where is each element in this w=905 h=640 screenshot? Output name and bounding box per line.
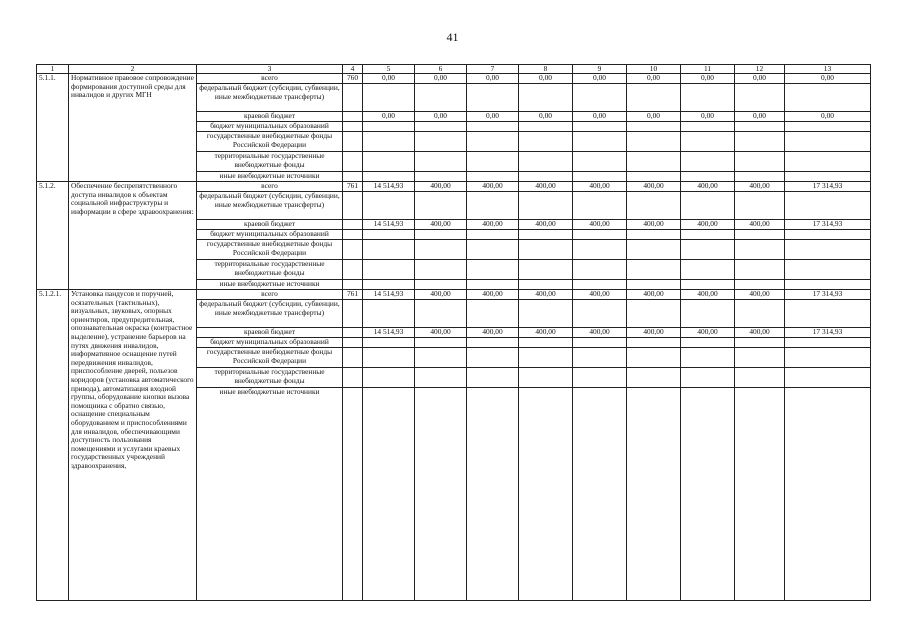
- value-cell: [681, 240, 735, 260]
- value-cell: [363, 260, 415, 280]
- value-cell: 14 514,93: [363, 182, 415, 192]
- value-cell: 400,00: [681, 290, 735, 300]
- value-cell: [681, 122, 735, 132]
- value-cell: 400,00: [415, 182, 467, 192]
- value-cell: [785, 348, 871, 368]
- value-cell: [735, 240, 785, 260]
- value-cell: [573, 348, 627, 368]
- budget-code: 760: [343, 74, 363, 84]
- value-cell: [681, 230, 735, 240]
- column-header: 12: [735, 65, 785, 74]
- value-cell: 0,00: [785, 74, 871, 84]
- value-cell: [785, 300, 871, 328]
- value-cell: [573, 132, 627, 152]
- value-cell: [415, 260, 467, 280]
- value-cell: 400,00: [519, 220, 573, 230]
- value-cell: [363, 230, 415, 240]
- value-cell: 0,00: [681, 112, 735, 122]
- value-cell: [467, 132, 519, 152]
- funding-source: краевой бюджет: [197, 328, 343, 338]
- value-cell: [735, 368, 785, 388]
- value-cell: 400,00: [573, 328, 627, 338]
- value-cell: [363, 348, 415, 368]
- value-cell: 400,00: [681, 182, 735, 192]
- value-cell: [467, 280, 519, 290]
- value-cell: [627, 368, 681, 388]
- value-cell: [785, 240, 871, 260]
- column-header: 13: [785, 65, 871, 74]
- value-cell: [573, 122, 627, 132]
- budget-code: [343, 122, 363, 132]
- value-cell: [627, 152, 681, 172]
- value-cell: 400,00: [519, 290, 573, 300]
- value-cell: [467, 192, 519, 220]
- value-cell: [415, 300, 467, 328]
- funding-source: государственные внебюджетные фонды Российской Федерации: [197, 240, 343, 260]
- column-header: 1: [37, 65, 69, 74]
- value-cell: 0,00: [627, 112, 681, 122]
- value-cell: [627, 348, 681, 368]
- value-cell: [363, 300, 415, 328]
- value-cell: 0,00: [735, 74, 785, 84]
- funding-source: бюджет муниципальных образований: [197, 122, 343, 132]
- value-cell: [627, 280, 681, 290]
- value-cell: [735, 280, 785, 290]
- value-cell: [519, 230, 573, 240]
- budget-code: [343, 348, 363, 368]
- value-cell: [519, 388, 573, 601]
- value-cell: 400,00: [627, 182, 681, 192]
- value-cell: 400,00: [519, 328, 573, 338]
- funding-source: иные внебюджетные источники: [197, 388, 343, 601]
- budget-code: [343, 338, 363, 348]
- value-cell: [785, 388, 871, 601]
- value-cell: 0,00: [573, 74, 627, 84]
- value-cell: 0,00: [785, 112, 871, 122]
- value-cell: [415, 152, 467, 172]
- value-cell: [467, 152, 519, 172]
- value-cell: [785, 280, 871, 290]
- value-cell: [363, 152, 415, 172]
- column-header: 9: [573, 65, 627, 74]
- value-cell: [573, 338, 627, 348]
- value-cell: 400,00: [573, 220, 627, 230]
- column-header: 6: [415, 65, 467, 74]
- value-cell: 400,00: [415, 290, 467, 300]
- value-cell: 0,00: [519, 74, 573, 84]
- value-cell: [467, 240, 519, 260]
- value-cell: 400,00: [681, 328, 735, 338]
- value-cell: [467, 388, 519, 601]
- column-header: 5: [363, 65, 415, 74]
- value-cell: 0,00: [573, 112, 627, 122]
- value-cell: [467, 122, 519, 132]
- value-cell: [467, 338, 519, 348]
- value-cell: [627, 300, 681, 328]
- value-cell: [627, 84, 681, 112]
- value-cell: [785, 368, 871, 388]
- funding-source: федеральный бюджет (субсидии, субвенции, иные межбюджетные трансферты): [197, 84, 343, 112]
- column-header: 3: [197, 65, 343, 74]
- value-cell: 400,00: [415, 328, 467, 338]
- page-number: 41: [446, 30, 459, 44]
- section-id: 5.1.2.: [37, 182, 69, 290]
- value-cell: [573, 152, 627, 172]
- value-cell: 400,00: [519, 182, 573, 192]
- value-cell: [681, 338, 735, 348]
- value-cell: [519, 348, 573, 368]
- value-cell: [519, 152, 573, 172]
- value-cell: [519, 338, 573, 348]
- budget-code: [343, 192, 363, 220]
- value-cell: [573, 240, 627, 260]
- value-cell: [785, 338, 871, 348]
- value-cell: [363, 240, 415, 260]
- value-cell: 0,00: [415, 112, 467, 122]
- value-cell: [519, 260, 573, 280]
- value-cell: 14 514,93: [363, 290, 415, 300]
- value-cell: 400,00: [467, 328, 519, 338]
- value-cell: 14 514,93: [363, 328, 415, 338]
- budget-code: [343, 112, 363, 122]
- value-cell: [467, 260, 519, 280]
- funding-source: всего: [197, 74, 343, 84]
- value-cell: 17 314,93: [785, 328, 871, 338]
- section-name: Обеспечение беспрепятственного доступа инвалидов к объектам социальной инфраструктуры и информации в сфере здравоохранения:: [69, 182, 197, 290]
- value-cell: [363, 122, 415, 132]
- budget-code: [343, 84, 363, 112]
- value-cell: [627, 338, 681, 348]
- value-cell: [519, 192, 573, 220]
- value-cell: [363, 132, 415, 152]
- value-cell: [573, 300, 627, 328]
- value-cell: [363, 172, 415, 182]
- value-cell: 400,00: [467, 290, 519, 300]
- table-row: [37, 74, 871, 84]
- budget-table: [36, 64, 871, 601]
- budget-code: [343, 132, 363, 152]
- value-cell: [415, 192, 467, 220]
- funding-source: государственные внебюджетные фонды Российской Федерации: [197, 348, 343, 368]
- value-cell: [627, 230, 681, 240]
- funding-source: территориальные государственные внебюджетные фонды: [197, 152, 343, 172]
- value-cell: [519, 300, 573, 328]
- budget-code: [343, 328, 363, 338]
- funding-source: федеральный бюджет (субсидии, субвенции, иные межбюджетные трансферты): [197, 192, 343, 220]
- column-header: 10: [627, 65, 681, 74]
- column-header: 2: [69, 65, 197, 74]
- value-cell: [415, 172, 467, 182]
- value-cell: 400,00: [467, 220, 519, 230]
- value-cell: [735, 172, 785, 182]
- value-cell: [415, 348, 467, 368]
- value-cell: 0,00: [467, 74, 519, 84]
- value-cell: [415, 280, 467, 290]
- value-cell: [785, 122, 871, 132]
- value-cell: [415, 84, 467, 112]
- budget-code: [343, 240, 363, 260]
- value-cell: [573, 230, 627, 240]
- value-cell: [519, 132, 573, 152]
- value-cell: [627, 192, 681, 220]
- value-cell: [467, 84, 519, 112]
- value-cell: [519, 280, 573, 290]
- column-header: 4: [343, 65, 363, 74]
- funding-source: государственные внебюджетные фонды Российской Федерации: [197, 132, 343, 152]
- value-cell: [627, 132, 681, 152]
- column-number-row: [37, 65, 871, 74]
- value-cell: [735, 300, 785, 328]
- value-cell: [681, 368, 735, 388]
- value-cell: 17 314,93: [785, 182, 871, 192]
- column-header: 7: [467, 65, 519, 74]
- budget-code: [343, 230, 363, 240]
- value-cell: [573, 172, 627, 182]
- value-cell: [415, 338, 467, 348]
- value-cell: [627, 172, 681, 182]
- value-cell: 0,00: [681, 74, 735, 84]
- value-cell: [785, 84, 871, 112]
- section-name: Установка пандусов и поручней, осязательных (тактильных), визуальных, звуковых, опорных ориентиров, предупредительная, опознавательная окраска (контрастное выделение), устранение барьеров на путях движения инвалидов, информативное оснащение путей передвижения инвалидов, приспособление дверей, польезов коридоров (установка автоматического привода), автоматизация входной группы, оборудование кнопки вызова помощника с обратно связью, оснащение специальным оборудованием и приспособлениями для инвалидов, обеспечивающими доступность пользования помещениями и услугами краевых государственных учреждений здравоохранения,: [69, 290, 197, 601]
- funding-source: бюджет муниципальных образований: [197, 338, 343, 348]
- value-cell: [467, 368, 519, 388]
- value-cell: 0,00: [363, 112, 415, 122]
- value-cell: 17 314,93: [785, 220, 871, 230]
- budget-code: 761: [343, 290, 363, 300]
- value-cell: [415, 240, 467, 260]
- value-cell: [735, 230, 785, 240]
- section-id: 5.1.2.1.: [37, 290, 69, 601]
- value-cell: 0,00: [467, 112, 519, 122]
- value-cell: [681, 388, 735, 601]
- value-cell: [785, 132, 871, 152]
- value-cell: [627, 260, 681, 280]
- budget-code: [343, 152, 363, 172]
- value-cell: [627, 240, 681, 260]
- value-cell: 14 514,93: [363, 220, 415, 230]
- funding-source: территориальные государственные внебюджетные фонды: [197, 260, 343, 280]
- value-cell: [681, 152, 735, 172]
- value-cell: [467, 230, 519, 240]
- value-cell: [415, 230, 467, 240]
- value-cell: [363, 368, 415, 388]
- value-cell: [519, 172, 573, 182]
- value-cell: 400,00: [627, 328, 681, 338]
- table-row: [37, 290, 871, 300]
- value-cell: 400,00: [681, 220, 735, 230]
- value-cell: 0,00: [627, 74, 681, 84]
- value-cell: [363, 388, 415, 601]
- value-cell: [573, 368, 627, 388]
- value-cell: [467, 172, 519, 182]
- budget-code: 761: [343, 182, 363, 192]
- value-cell: [519, 84, 573, 112]
- funding-source: всего: [197, 290, 343, 300]
- value-cell: [681, 172, 735, 182]
- funding-source: всего: [197, 182, 343, 192]
- funding-source: бюджет муниципальных образований: [197, 230, 343, 240]
- value-cell: [519, 368, 573, 388]
- value-cell: [681, 300, 735, 328]
- value-cell: [627, 388, 681, 601]
- value-cell: [735, 388, 785, 601]
- value-cell: 400,00: [467, 182, 519, 192]
- value-cell: 400,00: [573, 182, 627, 192]
- column-header: 11: [681, 65, 735, 74]
- section-name: Нормативное правовое сопровождение формирования доступной среды для инвалидов и других МГН: [69, 74, 197, 182]
- value-cell: [415, 132, 467, 152]
- value-cell: 0,00: [735, 112, 785, 122]
- value-cell: [573, 84, 627, 112]
- value-cell: [363, 192, 415, 220]
- value-cell: 400,00: [415, 220, 467, 230]
- value-cell: [415, 122, 467, 132]
- value-cell: 400,00: [735, 220, 785, 230]
- value-cell: 0,00: [363, 74, 415, 84]
- value-cell: [785, 172, 871, 182]
- value-cell: 400,00: [627, 220, 681, 230]
- value-cell: [467, 348, 519, 368]
- value-cell: [363, 280, 415, 290]
- value-cell: [785, 192, 871, 220]
- value-cell: [735, 152, 785, 172]
- value-cell: [573, 280, 627, 290]
- value-cell: [735, 84, 785, 112]
- budget-code: [343, 280, 363, 290]
- budget-code: [343, 368, 363, 388]
- value-cell: [681, 260, 735, 280]
- value-cell: [735, 192, 785, 220]
- value-cell: [573, 192, 627, 220]
- budget-code: [343, 388, 363, 601]
- value-cell: [681, 348, 735, 368]
- value-cell: [573, 260, 627, 280]
- funding-source: иные внебюджетные источники: [197, 172, 343, 182]
- funding-source: иные внебюджетные источники: [197, 280, 343, 290]
- value-cell: [363, 338, 415, 348]
- value-cell: [415, 388, 467, 601]
- value-cell: 0,00: [415, 74, 467, 84]
- value-cell: [735, 348, 785, 368]
- section-id: 5.1.1.: [37, 74, 69, 182]
- budget-code: [343, 220, 363, 230]
- budget-code: [343, 172, 363, 182]
- value-cell: 400,00: [627, 290, 681, 300]
- value-cell: 0,00: [519, 112, 573, 122]
- value-cell: [519, 122, 573, 132]
- funding-source: территориальные государственные внебюджетные фонды: [197, 368, 343, 388]
- value-cell: [735, 338, 785, 348]
- value-cell: [735, 260, 785, 280]
- value-cell: [785, 230, 871, 240]
- value-cell: [363, 84, 415, 112]
- value-cell: 400,00: [735, 290, 785, 300]
- value-cell: [735, 132, 785, 152]
- value-cell: [681, 84, 735, 112]
- funding-source: федеральный бюджет (субсидии, субвенции, иные межбюджетные трансферты): [197, 300, 343, 328]
- value-cell: [681, 280, 735, 290]
- value-cell: [785, 260, 871, 280]
- value-cell: [735, 122, 785, 132]
- value-cell: 400,00: [573, 290, 627, 300]
- value-cell: [519, 240, 573, 260]
- value-cell: [627, 122, 681, 132]
- budget-code: [343, 300, 363, 328]
- budget-code: [343, 260, 363, 280]
- value-cell: [785, 152, 871, 172]
- value-cell: [681, 192, 735, 220]
- table-row: [37, 182, 871, 192]
- value-cell: 17 314,93: [785, 290, 871, 300]
- value-cell: [467, 300, 519, 328]
- funding-source: краевой бюджет: [197, 220, 343, 230]
- value-cell: [573, 388, 627, 601]
- column-header: 8: [519, 65, 573, 74]
- value-cell: [415, 368, 467, 388]
- funding-source: краевой бюджет: [197, 112, 343, 122]
- value-cell: 400,00: [735, 328, 785, 338]
- value-cell: [681, 132, 735, 152]
- value-cell: 400,00: [735, 182, 785, 192]
